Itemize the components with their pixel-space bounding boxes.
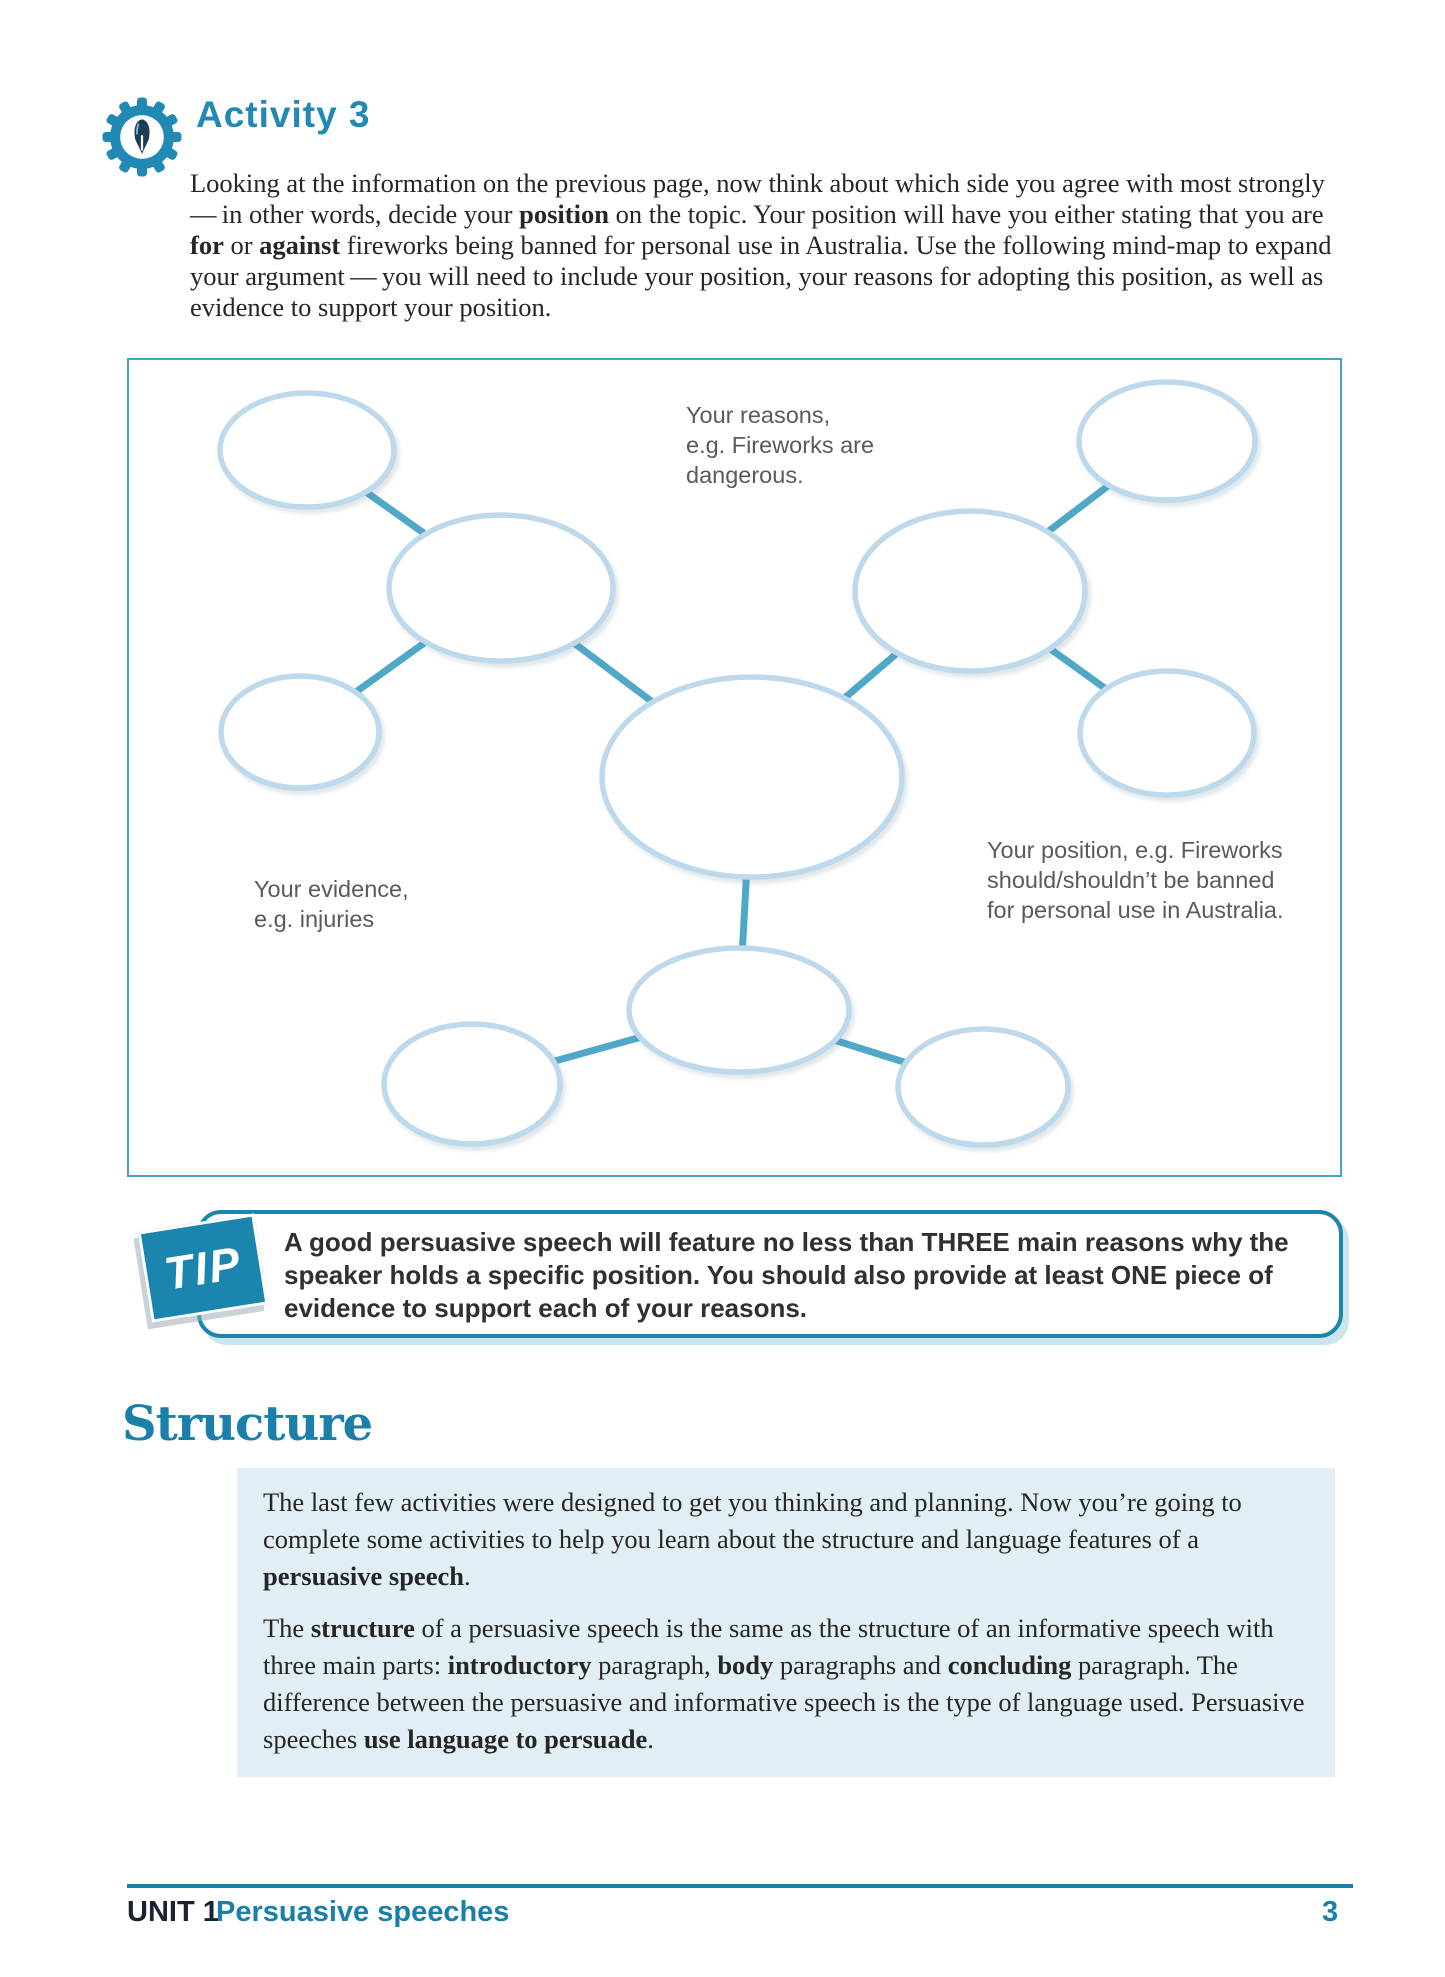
label-evidence: Your evidence, e.g. injuries: [254, 876, 409, 932]
footer-chapter-title: Persuasive speeches: [216, 1896, 510, 1928]
activity-instructions: Looking at the information on the previous page, now think about which side you agree with most strongly — in other words, decide your position on the topic. Your position will have you either stating that you are for or against fireworks being banned for personal use in Australia. Use the following mind-map to expand your argument — you will need to include your position, your reasons for adopting this position, as well as evidence to support your position.: [190, 168, 1332, 322]
footer-unit-label: UNIT 1: [127, 1896, 219, 1928]
tip-badge-label: TIP: [160, 1236, 246, 1300]
tip-callout-box: [197, 1210, 1343, 1338]
section-heading-structure: Structure: [122, 1396, 373, 1452]
structure-panel: [237, 1468, 1335, 1777]
tip-text: A good persuasive speech will feature no less than THREE main reasons why the speaker holds a specific position. You should also provide at least ONE piece of evidence to support each of your reasons.: [284, 1227, 1289, 1323]
footer-rule: [127, 1884, 1353, 1888]
activity-title: Activity 3: [196, 94, 371, 135]
mindmap-labels: [129, 360, 1340, 1175]
structure-paragraph-2: The structure of a persuasive speech is the same as the structure of an informative speech with three main parts: introductory paragraph, body paragraphs and concluding paragraph. The difference between the persuasive and informative speech is the type of language used. Persuasive speeches use language to persuade.: [263, 1613, 1305, 1754]
label-position: Your position, e.g. Fireworks should/shouldn’t be banned for personal use in Australia.: [987, 837, 1284, 923]
mindmap-panel: [127, 358, 1342, 1177]
label-reasons: Your reasons, e.g. Fireworks are dangerous.: [686, 402, 875, 488]
tip-badge: [138, 1213, 269, 1322]
structure-paragraph-1: The last few activities were designed to get you thinking and planning. Now you’re going to complete some activities to help you learn about the structure and language features of a persuasive speech.: [263, 1487, 1242, 1591]
gear-pen-icon: [100, 95, 184, 179]
footer-page-number: 3: [1322, 1896, 1339, 1928]
